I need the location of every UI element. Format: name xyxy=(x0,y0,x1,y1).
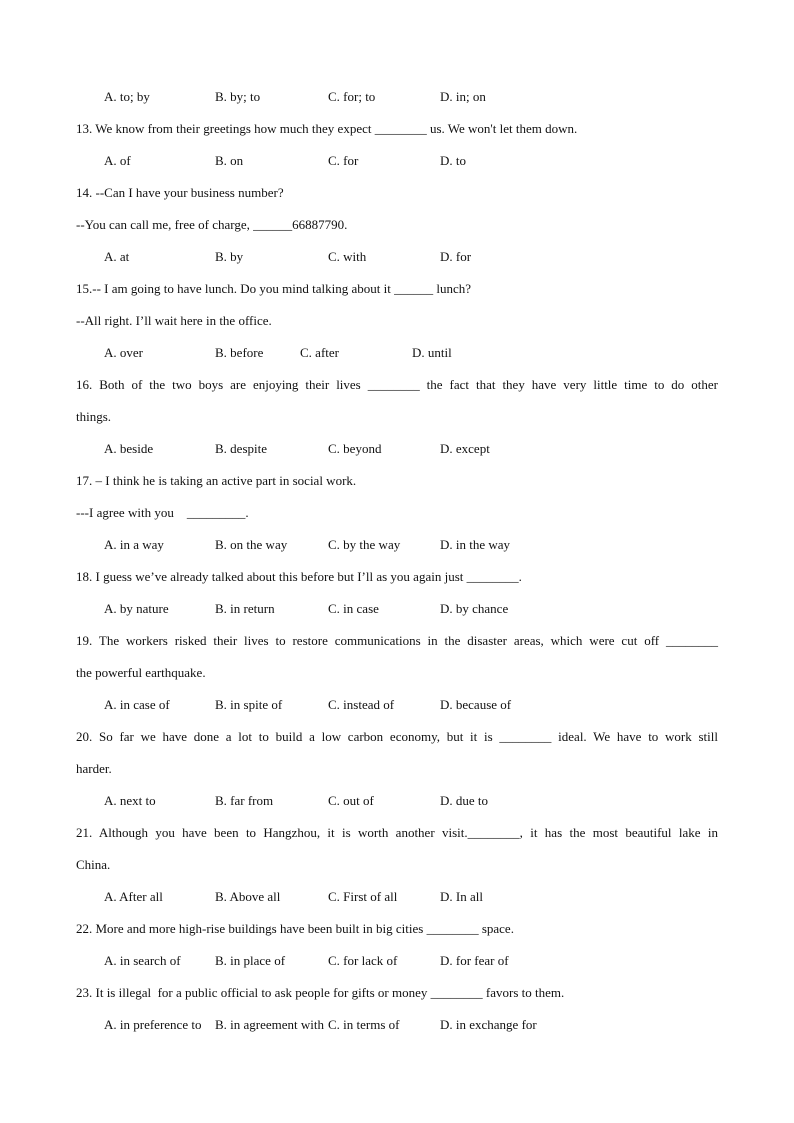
q18-stem: 18. I guess we’ve already talked about this before but I’ll as you again just ________. xyxy=(76,569,522,584)
q14-options xyxy=(0,249,794,265)
q23-options xyxy=(0,1017,794,1033)
q14-stem-line1: 14. --Can I have your business number? xyxy=(76,185,284,200)
q19-option-c: C. instead of xyxy=(328,697,395,712)
q12-option-a: A. to; by xyxy=(104,89,150,104)
q16-option-c: C. beyond xyxy=(328,441,382,456)
q21-options xyxy=(0,889,794,905)
q20-option-d: D. due to xyxy=(440,793,489,808)
q17-stem-line1: 17. – I think he is taking an active part in social work. xyxy=(76,473,357,488)
q14-option-b: B. by xyxy=(215,249,244,264)
q15-options xyxy=(0,345,794,361)
q12-option-d: D. in; on xyxy=(440,89,486,104)
q17-options xyxy=(0,537,794,553)
q18-option-c: C. in case xyxy=(328,601,379,616)
q22-stem: 22. More and more high-rise buildings have been built in big cities ________ space. xyxy=(76,921,514,936)
q12-options xyxy=(0,89,794,105)
q19-stem-line1: 19. The workers risked their lives to restore communications in the disaster areas, which were cut off ________ xyxy=(76,633,718,648)
q13-options xyxy=(0,153,794,169)
q20-stem-line1: 20. So far we have done a lot to build a low carbon economy, but it is ________ ideal. We have to work still xyxy=(76,729,718,744)
q22-option-c: C. for lack of xyxy=(328,953,398,968)
q23-option-a: A. in preference to xyxy=(104,1017,202,1032)
q18-option-b: B. in return xyxy=(215,601,275,616)
q21-stem-line2: China. xyxy=(76,857,111,872)
q17-option-b: B. on the way xyxy=(215,537,288,552)
q21-stem-line1: 21. Although you have been to Hangzhou, it is worth another visit.________, it has the most beautiful lake in xyxy=(76,825,718,840)
q15-option-d: D. until xyxy=(412,345,452,360)
q18-option-a: A. by nature xyxy=(104,601,169,616)
q15-stem-line1: 15.-- I am going to have lunch. Do you mind talking about it ______ lunch? xyxy=(76,281,471,296)
q19-stem-line2: the powerful earthquake. xyxy=(76,665,206,680)
q16-stem-line2: things. xyxy=(76,409,112,424)
q14-stem-line2: --You can call me, free of charge, ______66887790. xyxy=(76,217,348,232)
q20-option-c: C. out of xyxy=(328,793,374,808)
q15-stem-line2: --All right. I’ll wait here in the office. xyxy=(76,313,272,328)
q17-option-d: D. in the way xyxy=(440,537,511,552)
q17-option-c: C. by the way xyxy=(328,537,401,552)
q13-option-a: A. of xyxy=(104,153,131,168)
q16-option-b: B. despite xyxy=(215,441,267,456)
q18-option-d: D. by chance xyxy=(440,601,509,616)
q20-option-b: B. far from xyxy=(215,793,274,808)
q22-option-b: B. in place of xyxy=(215,953,286,968)
q15-option-c: C. after xyxy=(300,345,339,360)
q17-option-a: A. in a way xyxy=(104,537,164,552)
q14-option-c: C. with xyxy=(328,249,367,264)
q19-option-d: D. because of xyxy=(440,697,512,712)
q19-option-a: A. in case of xyxy=(104,697,170,712)
q16-stem-line1: 16. Both of the two boys are enjoying their lives ________ the fact that they have very little time to do other xyxy=(76,377,718,392)
q22-option-d: D. for fear of xyxy=(440,953,509,968)
q15-option-b: B. before xyxy=(215,345,264,360)
q20-stem-line2: harder. xyxy=(76,761,112,776)
q19-option-b: B. in spite of xyxy=(215,697,283,712)
q19-options xyxy=(0,697,794,713)
q18-options xyxy=(0,601,794,617)
q23-option-c: C. in terms of xyxy=(328,1017,400,1032)
q12-option-c: C. for; to xyxy=(328,89,376,104)
q12-option-b: B. by; to xyxy=(215,89,261,104)
q13-option-d: D. to xyxy=(440,153,466,168)
q17-stem-line2: ---I agree with you _________. xyxy=(76,505,249,520)
q16-option-d: D. except xyxy=(440,441,490,456)
q23-option-b: B. in agreement with xyxy=(215,1017,325,1032)
q23-option-d: D. in exchange for xyxy=(440,1017,537,1032)
q20-option-a: A. next to xyxy=(104,793,156,808)
q16-option-a: A. beside xyxy=(104,441,154,456)
q14-option-d: D. for xyxy=(440,249,472,264)
q21-option-c: C. First of all xyxy=(328,889,398,904)
q21-option-b: B. Above all xyxy=(215,889,281,904)
q16-options xyxy=(0,441,794,457)
q15-option-a: A. over xyxy=(104,345,143,360)
q21-option-a: A. After all xyxy=(104,889,163,904)
q22-option-a: A. in search of xyxy=(104,953,181,968)
q13-stem: 13. We know from their greetings how much they expect ________ us. We won't let them down. xyxy=(76,121,578,136)
q20-options xyxy=(0,793,794,809)
q14-option-a: A. at xyxy=(104,249,130,264)
q22-options xyxy=(0,953,794,969)
q23-stem: 23. It is illegal for a public official to ask people for gifts or money ________ favors to them. xyxy=(76,985,565,1000)
q21-option-d: D. In all xyxy=(440,889,483,904)
q13-option-b: B. on xyxy=(215,153,244,168)
q13-option-c: C. for xyxy=(328,153,359,168)
